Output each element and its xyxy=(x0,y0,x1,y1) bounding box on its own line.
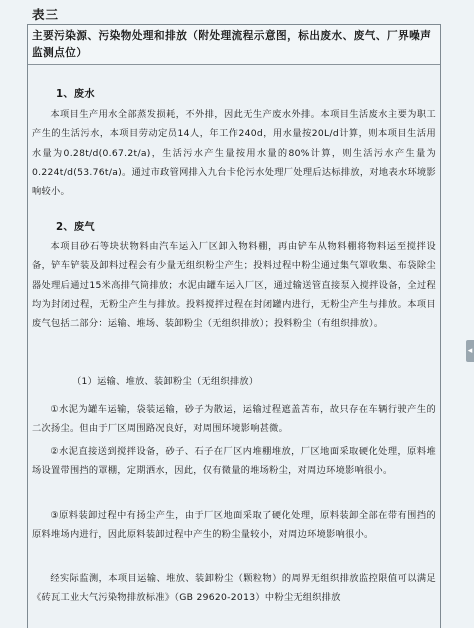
paragraph-3: ③原料装卸过程中有扬尘产生，由于厂区地面采取了硬化处理，原料装卸全部在带有围挡的原料堆场内进行，因此原料装卸过程中产生的粉尘量较小，对周边环境影响很小。 xyxy=(32,510,436,541)
paragraph-2: ②水泥直接送到搅拌设备，砂子、石子在厂区内堆棚堆放，厂区地面采取硬化处理，原料堆场设置带围挡的罩棚，定期洒水，因此，仅有微量的堆场粉尘，对周边环境影响很小。 xyxy=(32,446,436,477)
section-water-title: 1、废水 xyxy=(56,89,95,100)
section-water-text: 本项目生产用水全部蒸发损耗，不外排，因此无生产废水外排。本项目生活废水主要为职工产生的生活污水，本项目劳动定员14人，年工作240d，用水量按20L/d计算，则本项目生活用水量为0.28t/d(0.67.2t/a)，生活污水产生量按用水量的80%计算，则生活污水产生量为0.224t/d(53.76t/a)。通过市政管网排入九台卡伦污水处理厂处理后达标排放，对地表水环境影响较小。 xyxy=(32,109,436,198)
table-header: 主要污染源、污染物处理和排放（附处理流程示意图，标出废水、废气、厂界噪声监测点位） xyxy=(28,25,440,65)
subsection-1-title: （1）运输、堆放、装卸粉尘（无组织排放） xyxy=(72,376,259,387)
section-gas-text: 本项目砂石等块状物料由汽车运入厂区卸入物料棚，再由铲车从物料棚将物料运至搅拌设备，铲车铲装及卸料过程会有少量无组织粉尘产生；投料过程中粉尘通过集气罩收集、布袋除尘器处理后通过15米高排气筒排放；水泥由罐车运入厂区，通过输送管直接泵入搅拌设备，全过程均为封闭过程，无粉尘产生与排放。投料搅拌过程在封闭罐内进行，无粉尘产生与排放。本项目废气包括二部分：运输、堆场、装卸粉尘（无组织排放）；投料粉尘（有组织排放）。 xyxy=(32,241,436,330)
table-label: 表三 xyxy=(32,7,60,22)
paragraph-1: ①水泥为罐车运输，袋装运输，砂子为散运，运输过程遮盖苫布，故只存在车辆行驶产生的二次扬尘。但由于厂区周围路况良好，对周围环境影响甚微。 xyxy=(32,404,436,435)
section-gas-title: 2、废气 xyxy=(56,222,95,233)
side-expand-tab[interactable]: ◂ xyxy=(466,340,474,362)
paragraph-4: 经实际监测，本项目运输、堆放、装卸粉尘（颗粒物）的周界无组织排放监控限值可以满足《砖瓦工业大气污染物排放标准》（GB 29620-2013）中粉尘无组织排放 xyxy=(32,573,436,604)
table-frame xyxy=(27,24,441,628)
